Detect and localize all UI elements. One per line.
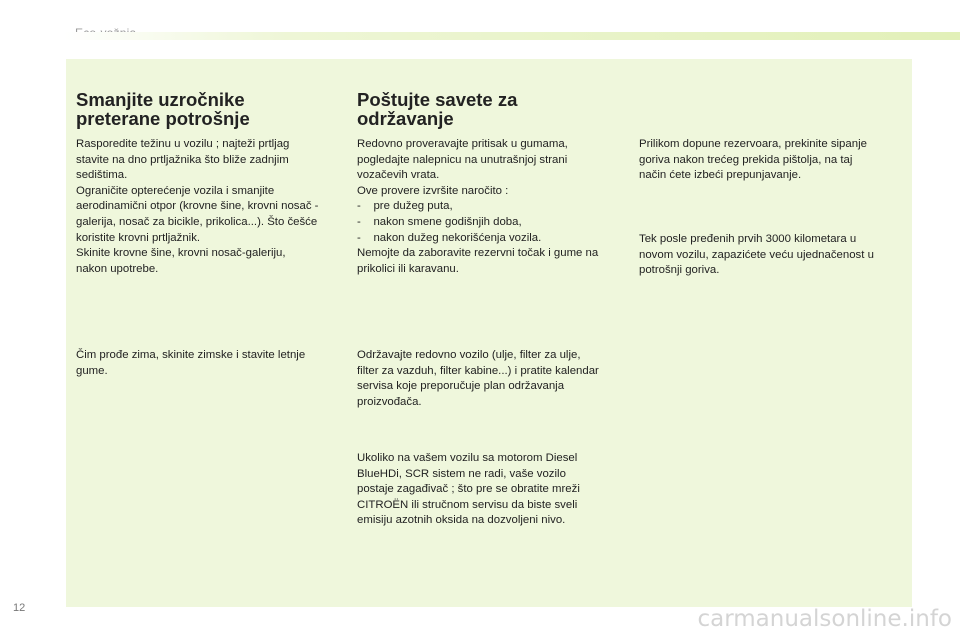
text-line: proizvođača. (357, 395, 422, 408)
text-line: Održavajte redovno vozilo (ulje, filter za ulje, (357, 349, 581, 361)
middle-title-line-1: Poštujte savete za (357, 89, 518, 110)
list-item: - nakon dužeg nekorišćenja vozila. (357, 231, 542, 244)
text-line: Skinite krovne šine, krovni nosač-galeriju, (76, 247, 286, 260)
text-line: Nemojte da zaboravite rezervni točak i gume na (357, 247, 599, 260)
text-line: način ćete izbeći prepunjavanje. (639, 169, 802, 182)
middle-block-1 (357, 137, 627, 277)
page-number: 12 (13, 602, 26, 614)
text-line: Čim prođe zima, skinite zimske i stavite letnje (76, 349, 306, 361)
text-line: gume. (76, 364, 108, 377)
text-line: Ove provere izvršite naročito : (357, 184, 509, 197)
text-line: koristite krovni prtljažnik. (76, 231, 201, 244)
list-item: - nakon smene godišnjih doba, (357, 215, 522, 228)
watermark: carmanualsonline.info (697, 606, 952, 632)
text-line: novom vozilu, zapazićete veću ujednačenost u (639, 248, 874, 261)
text-line: postaje zagađivač ; što pre se obratite mreži (357, 483, 580, 496)
text-line: Tek posle pređenih prvih 3000 kilometara u (639, 233, 857, 245)
list-item: - pre dužeg puta, (357, 200, 453, 213)
text-line: CITROËN ili stručnom servisu da biste sveli (357, 498, 578, 511)
text-line: filter za vazduh, filter kabine...) i pratite kalendar (357, 364, 599, 377)
left-title-line-1: Smanjite uzročnike (76, 89, 245, 110)
text-line: sedištima. (76, 169, 128, 182)
text-line: Prilikom dopune rezervoara, prekinite sipanje (639, 138, 867, 150)
right-block-1 (639, 137, 909, 184)
header-bar (64, 32, 960, 40)
text-line: Ukoliko na vašem vozilu sa motorom Diesel (357, 452, 578, 464)
middle-title-line-2: održavanje (357, 108, 454, 129)
middle-block-2 (357, 348, 627, 410)
text-line: goriva nakon trećeg prekida pištolja, na taj (639, 153, 853, 166)
text-line: Rasporedite težinu u vozilu ; najteži prtljag (76, 138, 290, 150)
text-line: stavite na dno prtljažnika što bliže zadnjim (76, 153, 289, 166)
text-line: nakon upotrebe. (76, 262, 159, 275)
text-line: Redovno proveravajte pritisak u gumama, (357, 138, 568, 150)
text-line: BlueHDi, SCR sistem ne radi, vaše vozilo (357, 467, 566, 480)
left-heading (76, 90, 346, 128)
text-line: Ograničite opterećenje vozila i smanjite (76, 184, 275, 197)
text-line: pogledajte nalepnicu na unutrašnjoj strani (357, 153, 568, 166)
left-block-2 (76, 348, 346, 379)
text-line: aerodinamični otpor (krovne šine, krovni nosač - (76, 200, 319, 213)
text-line: servisa koje preporučuje plan održavanja (357, 380, 565, 393)
text-line: galerija, nosač za bicikle, prikolica...). Što češće (76, 215, 318, 228)
text-line: vozačevih vrata. (357, 169, 440, 182)
right-block-2 (639, 232, 909, 279)
middle-heading (357, 90, 627, 128)
text-line: emisiju azotnih oksida na dozvoljeni nivo. (357, 514, 566, 527)
text-line: potrošnji goriva. (639, 264, 720, 277)
middle-block-3 (357, 451, 627, 529)
left-block-1 (76, 137, 346, 277)
left-title-line-2: preterane potrošnje (76, 108, 250, 129)
text-line: prikolici ili karavanu. (357, 262, 459, 275)
